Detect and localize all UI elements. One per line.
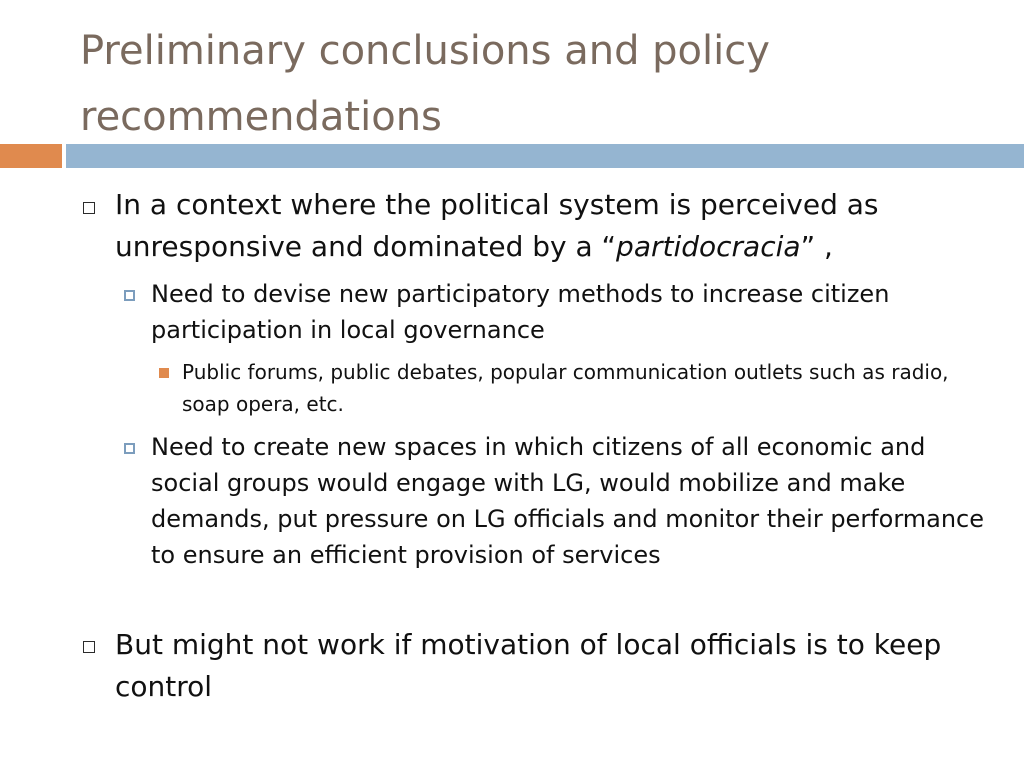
bullet-level3-public-forums: Public forums, public debates, popular communication outlets such as radio, soap opera, etc. [182, 360, 949, 416]
bullet-italic-term: partidocracia [616, 230, 801, 263]
bullet-square-orange-icon [159, 368, 169, 378]
bullet-level1-context [115, 184, 995, 268]
bullet-text-end: ” , [800, 230, 833, 263]
bullet-level2-new-spaces: Need to create new spaces in which citizens of all economic and social groups would engage with LG, would mobilize and make demands, put pressure on LG officials and monitor their performance to ensure an efficient provision of services [151, 433, 985, 569]
slide-title: Preliminary conclusions and policy recommendations [80, 28, 770, 140]
bullet-level1-might-not-work: But might not work if motivation of local officials is to keep control [115, 628, 942, 703]
bullet-square-blue-icon [124, 290, 135, 301]
bullet-level2-participatory-methods: Need to devise new participatory methods to increase citizen participation in local governance [151, 280, 890, 344]
bullet-square-blue-icon [124, 443, 135, 454]
title-rule-bar [66, 144, 1024, 168]
bullet-square-outline-icon [83, 641, 95, 653]
bullet-text: In a context where the political system is perceived as unresponsive and dominated by a “ [115, 188, 879, 263]
bullet-square-outline-icon [83, 202, 95, 214]
title-accent-bar [0, 144, 62, 168]
